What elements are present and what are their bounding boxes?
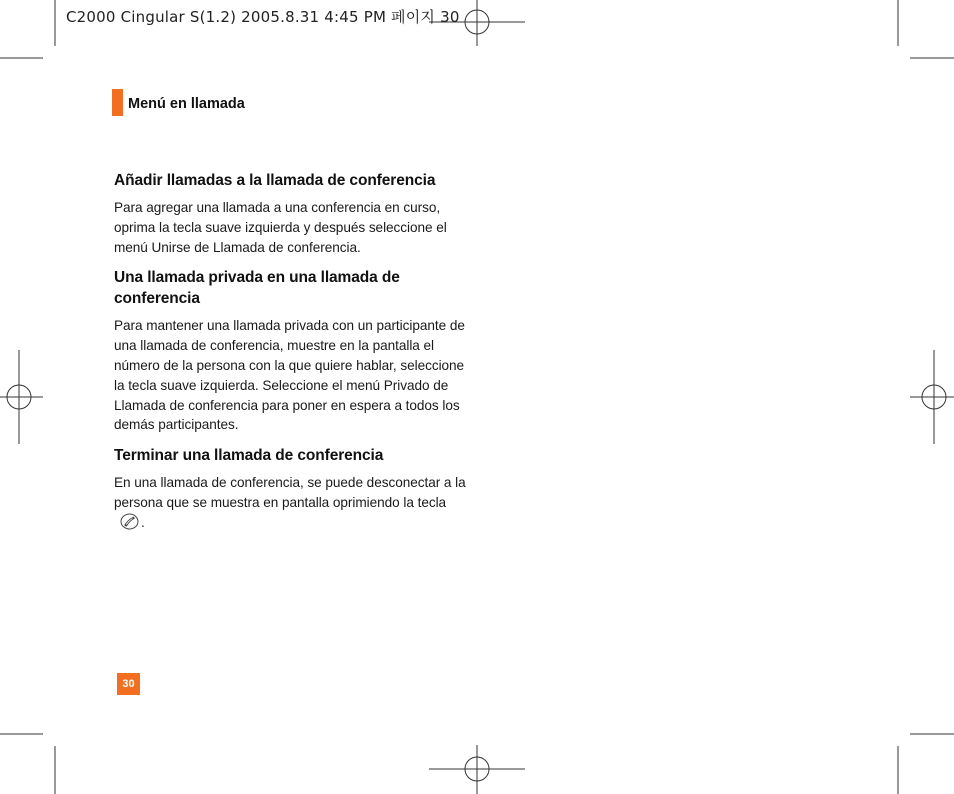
end-call-key-icon [120,513,139,530]
heading-end-conference: Terminar una llamada de conferencia [114,447,384,465]
body-end-conference [114,473,466,532]
body-add-calls: Para agregar una llamada a una conferencia en curso, oprima la tecla suave izquierda y después seleccione el menú Unirse de Llamada de conferencia. [114,200,447,255]
section-title: Menú en llamada [128,96,245,112]
body-end-conference-text: En una llamada de conferencia, se puede desconectar a la persona que se muestra en pantalla oprimiendo la tecla [114,475,466,510]
print-slug: C2000 Cingular S(1.2) 2005.8.31 4:45 PM 페이지 30 [66,8,460,26]
body-end-conference-period: . [141,514,145,530]
heading-add-calls: Añadir llamadas a la llamada de conferencia [114,172,436,189]
heading-private-call: Una llamada privada en una llamada de conferencia [114,269,400,308]
page-number: 30 [117,673,140,695]
body-private-call: Para mantener una llamada privada con un participante de una llamada de conferencia, muestre en la pantalla el número de la persona con la que quiere hablar, seleccione la tecla suave izquierda. Seleccione el menú Privado de Llamada de conferencia para poner en espera a todos los demás participantes. [114,318,465,433]
main-content [114,170,466,543]
section-tab-marker [112,89,123,116]
